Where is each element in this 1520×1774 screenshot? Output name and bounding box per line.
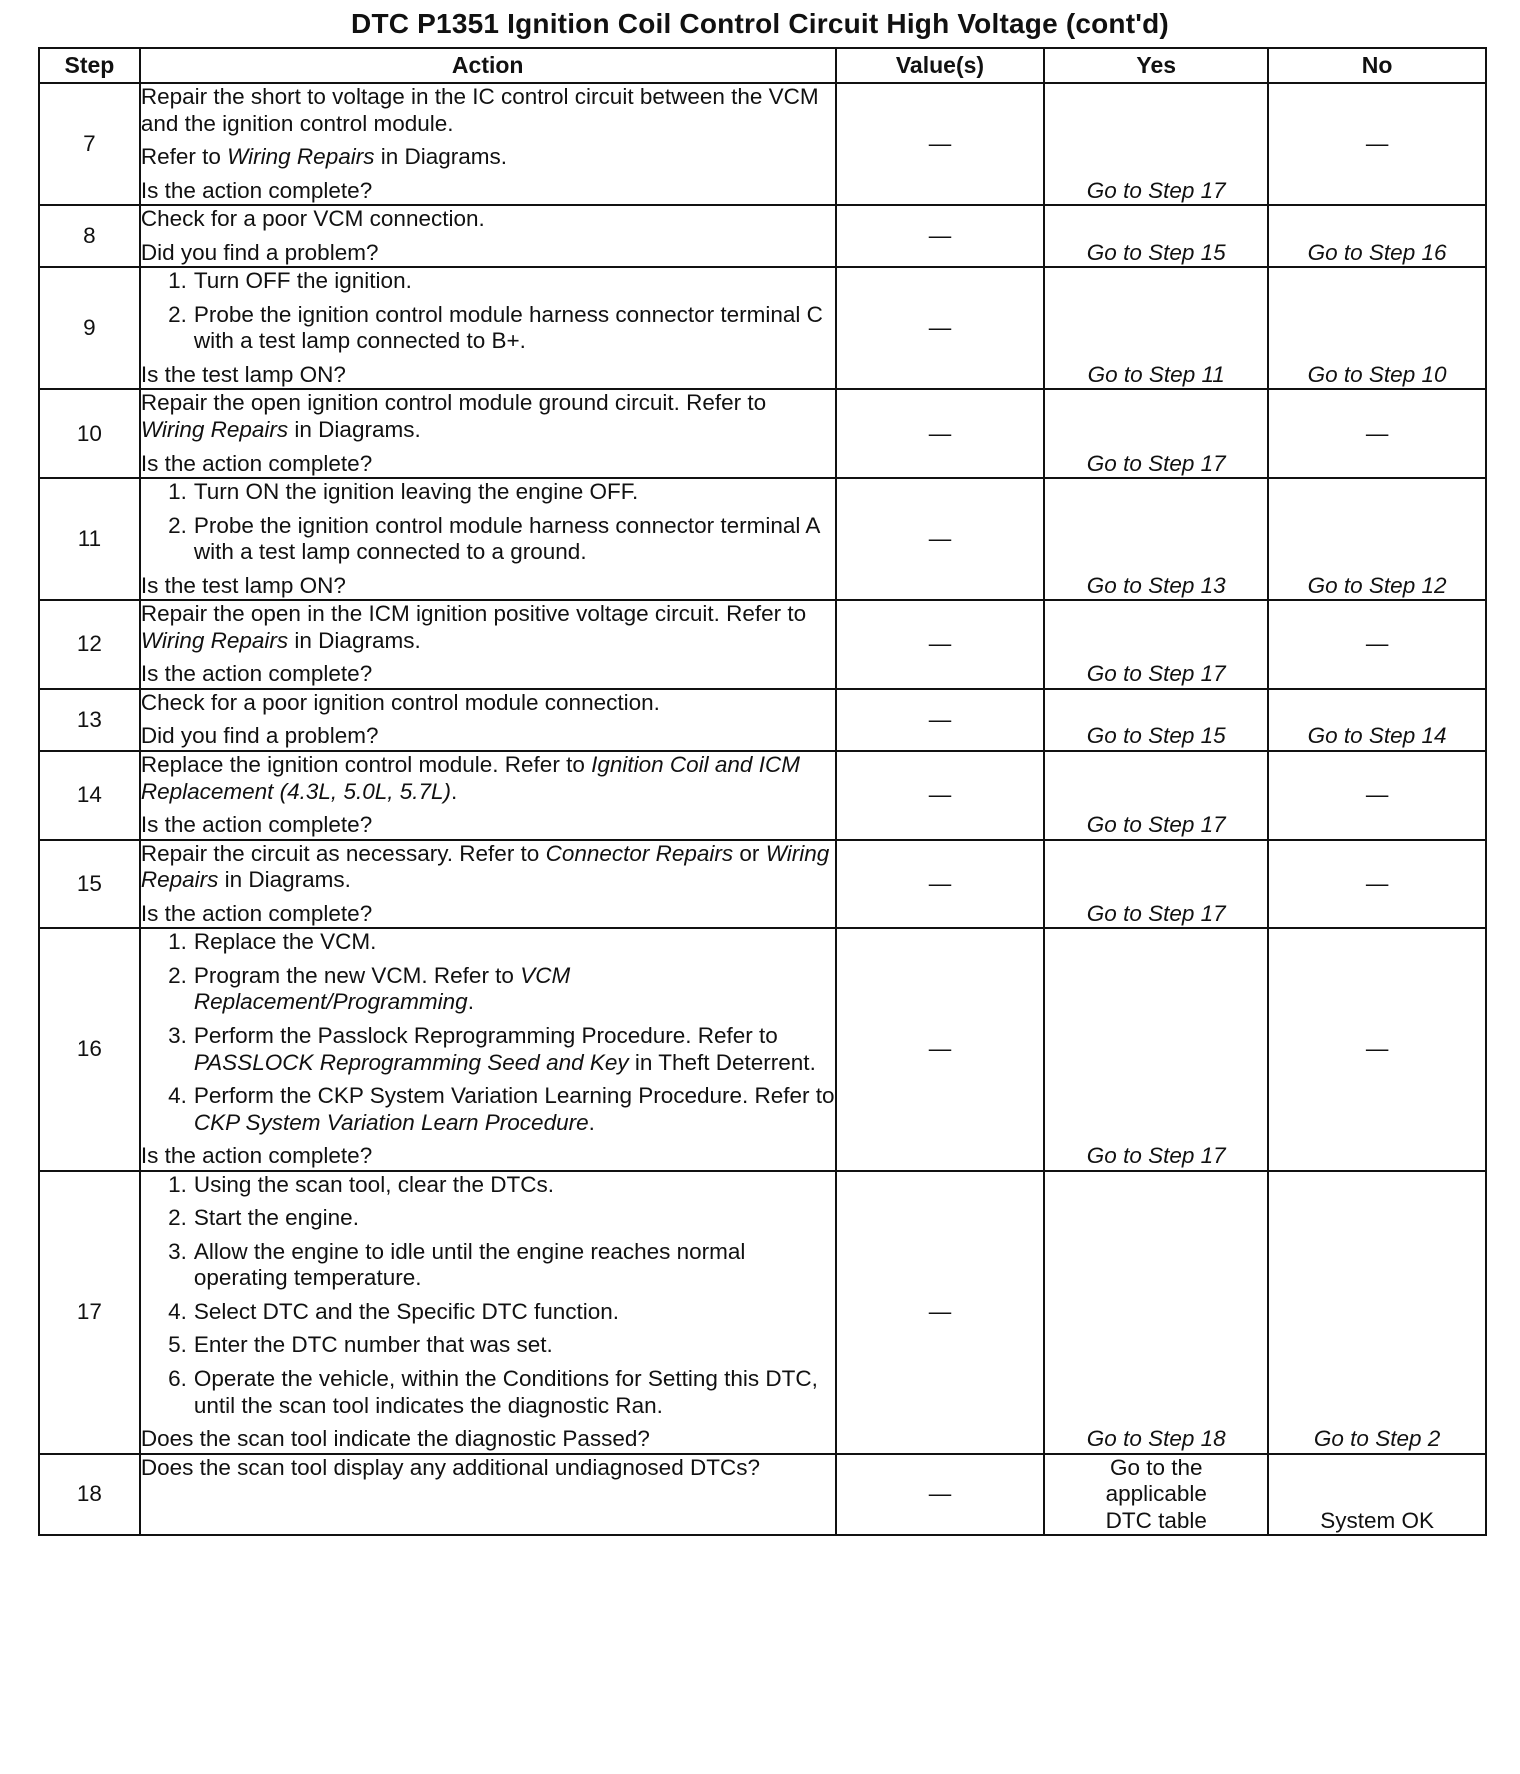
value-cell: — [836, 478, 1045, 600]
action-line: Is the action complete? [140, 450, 373, 476]
text-segment: Perform the Passlock Reprogramming Procedure. Refer to [193, 1022, 778, 1048]
action-line: Did you find a problem? [140, 239, 379, 265]
table-row [39, 83, 1486, 205]
step-item-text: Turn ON the ignition leaving the engine OFF. [193, 479, 639, 505]
step-item-text: Select DTC and the Specific DTC function. [193, 1298, 620, 1324]
text-segment: Repair the open in the ICM ignition positive voltage circuit. Refer to [140, 601, 807, 627]
text-segment: in Diagrams. [374, 144, 508, 170]
step-item-number: 1. [168, 268, 187, 294]
step-number: 7 [39, 83, 140, 205]
no-cell [1268, 840, 1486, 929]
step-item-number: 2. [168, 1205, 187, 1231]
action-line [141, 752, 835, 805]
yes-cell [1044, 267, 1268, 389]
yes-cell [1044, 600, 1268, 689]
value-cell: — [836, 1454, 1045, 1536]
yes-goto: Go to Step 18 [1086, 1426, 1226, 1452]
step-item-text: Probe the ignition control module harness connector terminal C with a test lamp connected to B+. [193, 301, 823, 354]
action-question: Is the test lamp ON? [140, 572, 346, 598]
reference-link-text: Ignition Coil and ICM Replacement (4.3L, 5.0L, 5.7L) [140, 752, 800, 804]
action-step-item [141, 1366, 835, 1419]
yes-goto: Go to Step 17 [1086, 661, 1226, 687]
no-cell [1268, 205, 1486, 267]
action-cell [140, 205, 836, 267]
step-item-text: Enter the DTC number that was set. [193, 1332, 553, 1358]
reference-link-text: VCM Replacement/Programming [193, 962, 571, 1015]
yes-goto: Go to Step 15 [1086, 239, 1226, 265]
step-item-number: 3. [168, 1022, 187, 1048]
action-cell [140, 1171, 836, 1454]
yes-multiline [1045, 1455, 1267, 1535]
text-segment: . [467, 989, 474, 1015]
no-cell [1268, 389, 1486, 478]
step-number: 8 [39, 205, 140, 267]
no-cell [1268, 478, 1486, 600]
yes-goto: Go to Step 17 [1086, 900, 1226, 926]
action-step-item [141, 302, 835, 355]
step-item-number: 2. [168, 512, 187, 538]
no-goto: — [1365, 130, 1389, 156]
yes-line: applicable [1105, 1481, 1207, 1507]
action-step-item [141, 1205, 835, 1232]
text-segment: in Diagrams. [218, 867, 351, 893]
step-item-text: Start the engine. [193, 1205, 359, 1231]
yes-cell [1044, 751, 1268, 840]
action-question: Does the scan tool indicate the diagnostic Passed? [140, 1426, 650, 1452]
step-item-text: Replace the VCM. [193, 929, 377, 955]
no-cell [1268, 1171, 1486, 1454]
yes-goto: Go to Step 17 [1086, 812, 1226, 838]
yes-cell [1044, 1171, 1268, 1454]
action-step-item [141, 513, 835, 566]
table-row [39, 205, 1486, 267]
text-segment: Replace the ignition control module. Refer to [140, 752, 592, 778]
action-question: Is the action complete? [140, 1143, 373, 1169]
step-number: 15 [39, 840, 140, 929]
table-row [39, 751, 1486, 840]
header-yes: Yes [1044, 48, 1268, 83]
step-number: 13 [39, 689, 140, 751]
text-segment: or [733, 840, 766, 866]
action-line: Does the scan tool display any additional undiagnosed DTCs? [140, 1454, 760, 1480]
text-segment: . [588, 1109, 595, 1135]
yes-cell [1044, 389, 1268, 478]
text-segment: Repair the circuit as necessary. Refer to [140, 840, 546, 866]
value-cell: — [836, 751, 1045, 840]
action-line: Is the action complete? [140, 177, 373, 203]
step-item-text [194, 1023, 816, 1075]
value-cell: — [836, 83, 1045, 205]
action-step-list [141, 929, 835, 1136]
yes-cell [1044, 840, 1268, 929]
step-number: 18 [39, 1454, 140, 1536]
yes-goto: Go to Step 13 [1086, 572, 1226, 598]
action-cell [140, 478, 836, 600]
no-goto: — [1365, 782, 1389, 808]
step-item-number: 2. [168, 301, 187, 327]
action-cell [140, 267, 836, 389]
text-segment: in Theft Deterrent. [628, 1049, 816, 1075]
action-line: Is the action complete? [140, 661, 373, 687]
step-item-text [194, 1083, 835, 1135]
action-step-item [141, 1299, 835, 1326]
step-number: 14 [39, 751, 140, 840]
action-step-item [141, 1083, 835, 1136]
table-row [39, 689, 1486, 751]
table-row [39, 1171, 1486, 1454]
no-goto: — [1365, 870, 1389, 896]
no-cell [1268, 83, 1486, 205]
action-line: Check for a poor ignition control module connection. [140, 689, 660, 715]
no-goto: Go to Step 12 [1307, 572, 1447, 598]
step-number: 11 [39, 478, 140, 600]
action-line [141, 390, 835, 443]
no-goto: Go to Step 10 [1307, 361, 1447, 387]
table-row [39, 840, 1486, 929]
yes-cell [1044, 83, 1268, 205]
step-number: 12 [39, 600, 140, 689]
no-goto: — [1365, 631, 1389, 657]
action-step-item [141, 1239, 835, 1292]
action-step-list [141, 1172, 835, 1419]
action-cell [140, 600, 836, 689]
yes-goto: Go to Step 17 [1086, 450, 1226, 476]
table-row [39, 928, 1486, 1170]
reference-link-text: Wiring Repairs [140, 417, 289, 443]
no-goto: Go to Step 16 [1307, 239, 1447, 265]
header-no: No [1268, 48, 1486, 83]
action-cell [140, 928, 836, 1170]
step-item-text: Allow the engine to idle until the engine reaches normal operating temperature. [193, 1238, 746, 1291]
step-number: 9 [39, 267, 140, 389]
table-header-row [39, 48, 1486, 83]
action-step-item [141, 268, 835, 295]
reference-link-text: Wiring Repairs [140, 840, 830, 893]
header-values: Value(s) [836, 48, 1045, 83]
yes-cell [1044, 1454, 1268, 1536]
step-item-text: Turn OFF the ignition. [193, 268, 412, 294]
step-item-number: 4. [168, 1298, 187, 1324]
action-line [141, 601, 835, 654]
yes-goto: Go to Step 11 [1087, 361, 1225, 387]
table-row [39, 267, 1486, 389]
table-row [39, 600, 1486, 689]
value-cell: — [836, 1171, 1045, 1454]
no-cell [1268, 689, 1486, 751]
value-cell: — [836, 928, 1045, 1170]
action-line: Repair the short to voltage in the IC control circuit between the VCM and the ignition control module. [140, 84, 819, 136]
action-line [141, 841, 835, 894]
text-segment: Perform the CKP System Variation Learning Procedure. Refer to [193, 1083, 835, 1109]
reference-link-text: Wiring Repairs [140, 627, 289, 653]
step-item-text [194, 963, 570, 1015]
step-item-number: 1. [168, 1171, 187, 1197]
yes-goto: Go to Step 17 [1086, 177, 1226, 203]
action-step-item [141, 479, 835, 506]
step-item-text: Operate the vehicle, within the Conditions for Setting this DTC, until the scan tool indicates the diagnostic Ran. [193, 1365, 818, 1418]
step-item-number: 1. [168, 929, 187, 955]
action-cell [140, 840, 836, 929]
no-cell [1268, 267, 1486, 389]
action-line: Check for a poor VCM connection. [140, 206, 485, 232]
step-number: 10 [39, 389, 140, 478]
action-step-item [141, 1332, 835, 1359]
no-goto: System OK [1320, 1507, 1434, 1533]
text-segment: Program the new VCM. Refer to [193, 962, 521, 988]
action-line: Is the action complete? [140, 812, 373, 838]
no-cell [1268, 751, 1486, 840]
no-goto: Go to Step 14 [1307, 723, 1447, 749]
yes-cell [1044, 689, 1268, 751]
no-goto: Go to Step 2 [1313, 1426, 1441, 1452]
action-step-item [141, 929, 835, 956]
diagnostic-table [38, 47, 1487, 1536]
reference-link-text: CKP System Variation Learn Procedure [193, 1109, 589, 1135]
yes-goto: Go to Step 15 [1086, 723, 1226, 749]
table-body [39, 83, 1486, 1535]
no-goto: — [1365, 420, 1389, 446]
text-segment: Repair the open ignition control module ground circuit. Refer to [140, 390, 767, 416]
action-line: Did you find a problem? [140, 723, 379, 749]
action-line: Is the action complete? [140, 900, 373, 926]
yes-line: DTC table [1105, 1507, 1207, 1533]
step-item-number: 3. [168, 1238, 187, 1264]
header-action: Action [140, 48, 836, 83]
step-item-text: Using the scan tool, clear the DTCs. [193, 1171, 554, 1197]
step-item-number: 4. [168, 1083, 187, 1109]
step-item-number: 1. [168, 479, 187, 505]
step-item-text: Probe the ignition control module harness connector terminal A with a test lamp connected to a ground. [193, 512, 820, 565]
action-step-list [141, 268, 835, 355]
step-item-number: 2. [168, 962, 187, 988]
page-title: DTC P1351 Ignition Coil Control Circuit High Voltage (cont'd) [351, 8, 1169, 39]
action-cell [140, 751, 836, 840]
text-segment: . [451, 778, 458, 804]
header-step: Step [39, 48, 140, 83]
table-row [39, 478, 1486, 600]
action-step-list [141, 479, 835, 566]
value-cell: — [836, 389, 1045, 478]
action-cell [140, 389, 836, 478]
value-cell: — [836, 205, 1045, 267]
table-row [39, 389, 1486, 478]
action-cell [140, 83, 836, 205]
action-question: Is the test lamp ON? [140, 361, 346, 387]
reference-link-text: Connector Repairs [545, 840, 734, 866]
reference-link-text: Wiring Repairs [227, 144, 375, 170]
text-segment: in Diagrams. [288, 417, 421, 443]
action-cell [140, 1454, 836, 1536]
yes-line: Go to the [1109, 1454, 1203, 1480]
no-cell [1268, 1454, 1486, 1536]
value-cell: — [836, 689, 1045, 751]
yes-cell [1044, 928, 1268, 1170]
value-cell: — [836, 600, 1045, 689]
yes-cell [1044, 205, 1268, 267]
step-item-number: 5. [168, 1332, 187, 1358]
step-item-number: 6. [168, 1365, 187, 1391]
table-row [39, 1454, 1486, 1536]
action-step-item [141, 1172, 835, 1199]
no-cell [1268, 600, 1486, 689]
action-cell [140, 689, 836, 751]
no-cell [1268, 928, 1486, 1170]
action-line [141, 144, 835, 171]
step-number: 17 [39, 1171, 140, 1454]
text-segment: in Diagrams. [288, 627, 421, 653]
no-goto: — [1365, 1036, 1389, 1062]
action-step-item [141, 963, 835, 1016]
value-cell: — [836, 267, 1045, 389]
yes-goto: Go to Step 17 [1086, 1143, 1226, 1169]
text-segment: Refer to [140, 144, 228, 170]
action-step-item [141, 1023, 835, 1076]
reference-link-text: PASSLOCK Reprogramming Seed and Key [193, 1049, 629, 1075]
step-number: 16 [39, 928, 140, 1170]
yes-cell [1044, 478, 1268, 600]
value-cell: — [836, 840, 1045, 929]
